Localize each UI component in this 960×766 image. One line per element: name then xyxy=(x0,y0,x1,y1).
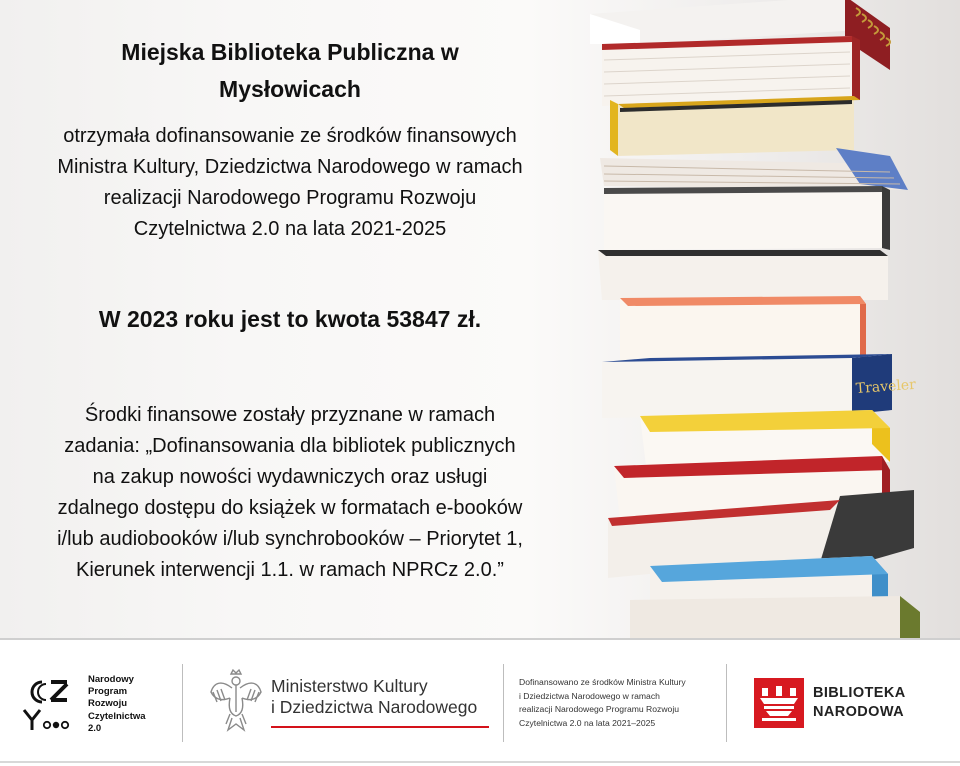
intro-line: Ministra Kultury, Dziedzictwa Narodowego w ramach xyxy=(57,156,523,178)
funding-line: i Dziedzictwa Narodowego w ramach xyxy=(519,690,660,701)
intro-line: otrzymała dofinansowanie ze środków finansowych xyxy=(63,125,517,147)
funding-note xyxy=(519,676,686,730)
bn-line: BIBLIOTEKA xyxy=(813,685,906,701)
funding-intro xyxy=(0,121,580,245)
stack-of-books-image xyxy=(590,0,960,638)
polish-eagle-icon xyxy=(208,668,264,734)
svg-text:Traveler: Traveler xyxy=(855,376,917,397)
nprcz-line: Czytelnictwa xyxy=(88,710,146,722)
ministry-line: i Dziedzictwa Narodowego xyxy=(271,697,478,717)
nprcz-name xyxy=(88,674,146,735)
details-line: i/lub audiobooków i/lub synchrobooków – Priorytet 1, xyxy=(57,528,523,550)
intro-line: realizacji Narodowego Programu Rozwoju xyxy=(103,187,477,209)
nprcz-line: Narodowy xyxy=(88,674,134,685)
ministry-line: Ministerstwo Kultury xyxy=(271,676,428,696)
library-title xyxy=(60,34,520,108)
nprcz-line: 2.0 xyxy=(88,722,102,734)
intro-line: Czytelnictwa 2.0 na lata 2021-2025 xyxy=(133,218,447,240)
details-line: zadania: „Dofinansowania dla bibliotek publicznych xyxy=(64,435,516,457)
footer-separator xyxy=(182,664,183,742)
sponsor-footer xyxy=(0,640,960,766)
biblioteka-narodowa-logo-icon xyxy=(754,678,804,728)
footer-separator xyxy=(503,664,504,742)
footer-bottom-line xyxy=(0,761,960,763)
details-line: Środki finansowe zostały przyznane w ramach xyxy=(84,404,496,426)
ministry-accent-line xyxy=(271,726,489,728)
funding-amount: W 2023 roku jest to kwota 53847 zł. xyxy=(98,306,482,332)
footer-separator xyxy=(726,664,727,742)
bn-line: NARODOWA xyxy=(813,704,904,720)
title-line: Mysłowicach xyxy=(219,76,361,102)
funding-line: realizacji Narodowego Programu Rozwoju xyxy=(519,704,680,715)
details-line: Kierunek interwencji 1.1. w ramach NPRCz 2.0.” xyxy=(76,559,504,581)
title-line: Miejska Biblioteka Publiczna w xyxy=(121,39,459,65)
nprcz-line: Program xyxy=(88,686,128,698)
funding-line: Dofinansowano ze środków Ministra Kultury xyxy=(519,677,686,687)
biblioteka-narodowa-name xyxy=(813,684,906,722)
funding-line: Czytelnictwa 2.0 na lata 2021–2025 xyxy=(519,717,656,728)
nprcz-line: Rozwoju xyxy=(88,698,128,710)
funding-details xyxy=(0,400,580,586)
details-line: zdalnego dostępu do książek w formatach e-booków xyxy=(57,497,523,519)
details-line: na zakup nowości wydawniczych oraz usługi xyxy=(92,466,488,488)
ministry-name xyxy=(271,676,477,718)
